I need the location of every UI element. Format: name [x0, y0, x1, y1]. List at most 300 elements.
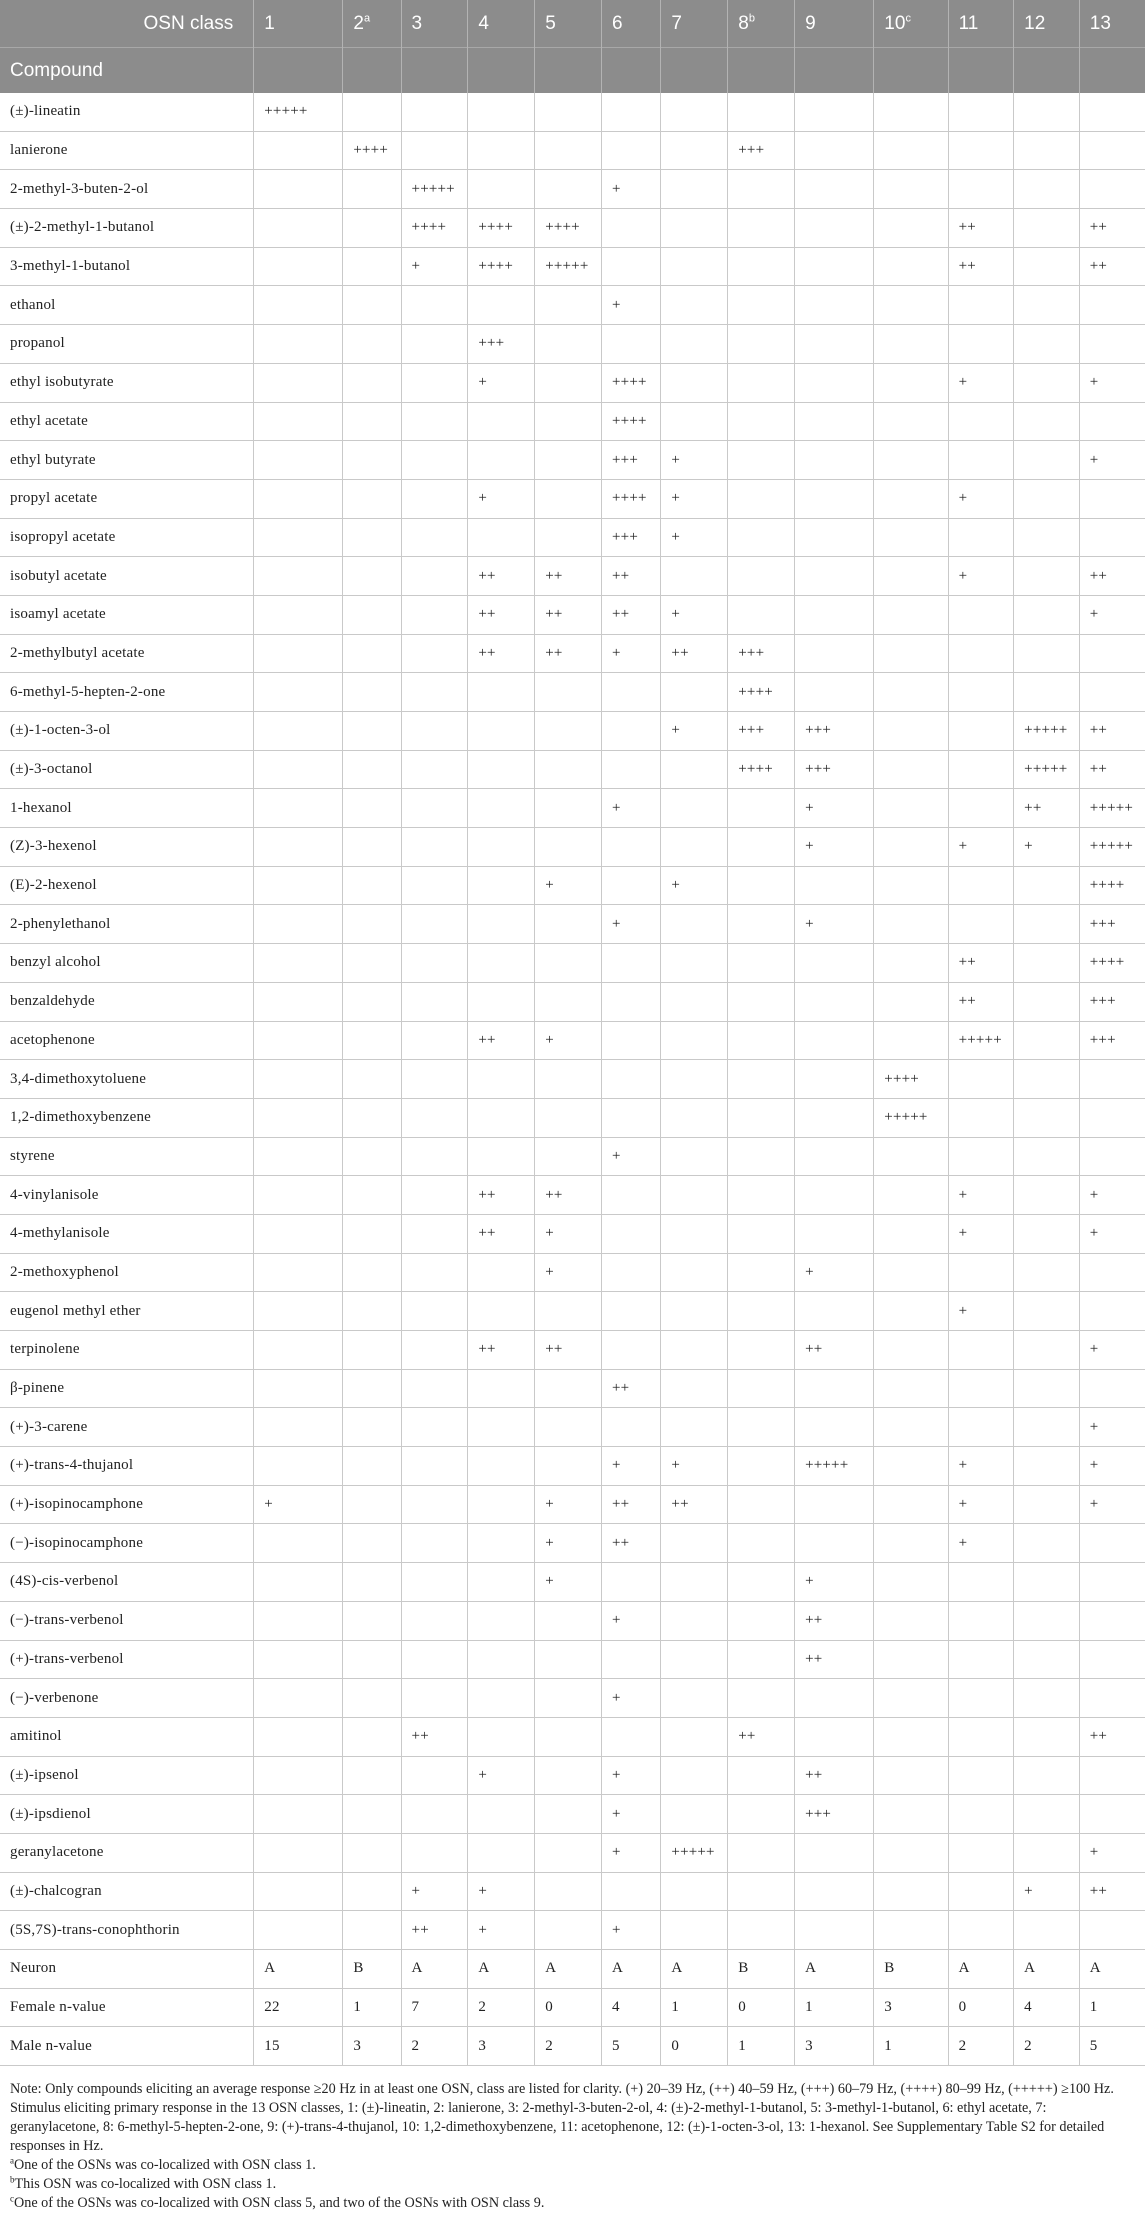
table-row	[0, 1447, 1145, 1486]
response-cell	[661, 1679, 728, 1718]
response-cell	[1079, 1911, 1145, 1950]
response-cell	[874, 1524, 948, 1563]
response-cell	[728, 1137, 795, 1176]
compound-name: styrene	[0, 1137, 254, 1176]
response-cell	[401, 1098, 468, 1137]
response-cell: +++	[728, 131, 795, 170]
response-cell	[535, 1756, 602, 1795]
class-header-4: 4	[468, 0, 535, 48]
response-cell	[661, 828, 728, 867]
response-cell	[728, 441, 795, 480]
response-cell	[602, 1098, 661, 1137]
compound-name: eugenol methyl ether	[0, 1292, 254, 1331]
response-cell: ++	[1079, 557, 1145, 596]
compound-name: (+)-3-carene	[0, 1408, 254, 1447]
response-cell	[795, 1060, 874, 1099]
response-cell	[795, 1911, 874, 1950]
osn-class-header: OSN class	[0, 0, 254, 48]
response-cell	[401, 1331, 468, 1370]
response-cell	[795, 1369, 874, 1408]
response-cell	[401, 1021, 468, 1060]
response-cell: +	[948, 1292, 1014, 1331]
response-cell	[535, 1679, 602, 1718]
response-cell: A	[661, 1950, 728, 1989]
response-cell	[874, 325, 948, 364]
table-row	[0, 1060, 1145, 1099]
response-cell	[874, 1369, 948, 1408]
response-cell	[401, 1679, 468, 1718]
response-cell	[1014, 1331, 1080, 1370]
response-cell: ++++	[728, 673, 795, 712]
response-cell	[254, 1563, 343, 1602]
response-cell	[401, 712, 468, 751]
response-cell	[468, 1408, 535, 1447]
response-cell	[728, 1292, 795, 1331]
response-cell	[343, 944, 401, 983]
response-cell: +++++	[535, 247, 602, 286]
class-header-7: 7	[661, 0, 728, 48]
response-cell	[1014, 1447, 1080, 1486]
response-cell: 2	[535, 2027, 602, 2066]
response-cell: ++	[468, 595, 535, 634]
response-cell	[468, 982, 535, 1021]
response-cell: +	[1079, 1447, 1145, 1486]
response-cell: ++++	[401, 209, 468, 248]
response-cell	[1079, 1756, 1145, 1795]
response-cell: +	[468, 1756, 535, 1795]
response-cell	[343, 1021, 401, 1060]
response-cell	[602, 828, 661, 867]
response-cell	[874, 1756, 948, 1795]
response-cell	[535, 1408, 602, 1447]
response-cell	[1014, 441, 1080, 480]
response-cell	[661, 286, 728, 325]
response-cell	[661, 131, 728, 170]
response-cell	[254, 518, 343, 557]
response-cell	[661, 1098, 728, 1137]
response-cell: +	[535, 1021, 602, 1060]
response-cell	[1014, 1137, 1080, 1176]
response-cell	[728, 866, 795, 905]
response-cell	[602, 944, 661, 983]
response-cell	[468, 712, 535, 751]
class-header-13: 13	[1079, 0, 1145, 48]
response-cell	[795, 518, 874, 557]
response-cell	[343, 828, 401, 867]
response-cell	[1014, 247, 1080, 286]
compound-name: (5S,7S)-trans-conophthorin	[0, 1911, 254, 1950]
response-cell	[795, 1176, 874, 1215]
response-cell	[874, 441, 948, 480]
response-cell: 2	[1014, 2027, 1080, 2066]
response-cell	[874, 1331, 948, 1370]
response-cell	[343, 1292, 401, 1331]
response-cell	[795, 982, 874, 1021]
response-cell	[795, 131, 874, 170]
compound-name: benzaldehyde	[0, 982, 254, 1021]
response-cell: +	[401, 247, 468, 286]
response-cell	[343, 1447, 401, 1486]
response-cell	[401, 750, 468, 789]
response-cell	[795, 479, 874, 518]
response-cell	[728, 247, 795, 286]
response-cell	[874, 1872, 948, 1911]
response-cell: +++++	[1014, 712, 1080, 751]
response-cell	[343, 712, 401, 751]
response-cell	[343, 286, 401, 325]
response-cell	[254, 1369, 343, 1408]
compound-name: isobutyl acetate	[0, 557, 254, 596]
response-cell	[661, 557, 728, 596]
response-cell	[401, 93, 468, 131]
table-notes	[0, 2066, 1145, 2213]
response-cell	[728, 1911, 795, 1950]
response-cell: ++	[602, 595, 661, 634]
response-cell: +++	[602, 518, 661, 557]
response-cell	[401, 866, 468, 905]
response-cell: ++	[602, 1369, 661, 1408]
response-cell	[468, 1640, 535, 1679]
response-cell: +	[602, 170, 661, 209]
response-cell	[343, 1640, 401, 1679]
response-cell	[948, 673, 1014, 712]
response-cell: +	[795, 1563, 874, 1602]
response-cell	[874, 944, 948, 983]
response-cell: ++	[535, 1331, 602, 1370]
response-cell	[1014, 557, 1080, 596]
response-cell	[602, 1214, 661, 1253]
table-row	[0, 1640, 1145, 1679]
response-cell	[728, 1176, 795, 1215]
response-cell	[948, 595, 1014, 634]
response-cell	[535, 1060, 602, 1099]
response-cell	[343, 982, 401, 1021]
response-cell	[1079, 1679, 1145, 1718]
response-cell	[535, 1098, 602, 1137]
response-cell	[728, 1679, 795, 1718]
response-cell	[1014, 1717, 1080, 1756]
response-cell	[948, 1253, 1014, 1292]
response-cell	[254, 479, 343, 518]
response-cell	[254, 1640, 343, 1679]
response-cell	[343, 1369, 401, 1408]
response-cell: 22	[254, 1988, 343, 2027]
table-row	[0, 325, 1145, 364]
response-cell	[661, 1601, 728, 1640]
response-cell	[535, 1601, 602, 1640]
response-cell	[401, 363, 468, 402]
table-row	[0, 441, 1145, 480]
response-cell	[343, 209, 401, 248]
response-cell	[401, 1408, 468, 1447]
response-cell	[1079, 402, 1145, 441]
compound-name: Female n-value	[0, 1988, 254, 2027]
response-cell	[343, 1176, 401, 1215]
compound-name: benzyl alcohol	[0, 944, 254, 983]
response-cell	[343, 1253, 401, 1292]
response-cell	[1014, 1601, 1080, 1640]
response-cell	[401, 1369, 468, 1408]
response-cell: ++++	[468, 247, 535, 286]
compound-name: 2-methoxyphenol	[0, 1253, 254, 1292]
response-cell: ++++	[874, 1060, 948, 1099]
response-cell: +	[661, 866, 728, 905]
response-cell: ++	[661, 1485, 728, 1524]
response-cell	[468, 1485, 535, 1524]
response-cell	[948, 1137, 1014, 1176]
table-row	[0, 1485, 1145, 1524]
response-cell	[535, 363, 602, 402]
response-cell	[795, 1098, 874, 1137]
response-cell	[254, 1176, 343, 1215]
response-cell: 0	[728, 1988, 795, 2027]
response-cell	[728, 363, 795, 402]
response-cell	[254, 1717, 343, 1756]
table-row	[0, 1021, 1145, 1060]
response-cell: +	[795, 789, 874, 828]
response-cell: ++	[948, 247, 1014, 286]
response-cell	[468, 1795, 535, 1834]
response-cell: +++++	[874, 1098, 948, 1137]
response-cell	[468, 1601, 535, 1640]
response-cell	[1079, 1640, 1145, 1679]
response-cell: ++	[468, 1331, 535, 1370]
response-cell	[343, 1485, 401, 1524]
response-cell	[874, 1911, 948, 1950]
response-cell	[874, 170, 948, 209]
response-cell	[401, 982, 468, 1021]
response-cell	[468, 518, 535, 557]
response-cell	[535, 789, 602, 828]
response-cell: 15	[254, 2027, 343, 2066]
response-cell	[343, 1795, 401, 1834]
response-cell: +++	[1079, 1021, 1145, 1060]
response-cell: B	[874, 1950, 948, 1989]
response-cell	[468, 286, 535, 325]
response-cell	[401, 131, 468, 170]
table-row	[0, 286, 1145, 325]
response-cell: A	[948, 1950, 1014, 1989]
header-blank-cell	[728, 48, 795, 94]
response-cell	[468, 866, 535, 905]
response-cell	[948, 1331, 1014, 1370]
table-row	[0, 1911, 1145, 1950]
response-cell	[535, 1137, 602, 1176]
response-cell	[468, 1253, 535, 1292]
response-cell: B	[728, 1950, 795, 1989]
response-cell	[948, 1640, 1014, 1679]
response-cell: +++++	[254, 93, 343, 131]
response-cell	[343, 1717, 401, 1756]
response-cell	[254, 1872, 343, 1911]
response-cell	[401, 518, 468, 557]
response-cell: ++++	[1079, 866, 1145, 905]
response-cell	[795, 363, 874, 402]
response-cell	[661, 905, 728, 944]
response-cell	[948, 286, 1014, 325]
response-cell: +	[948, 1176, 1014, 1215]
response-cell: +	[468, 363, 535, 402]
response-cell	[254, 1214, 343, 1253]
response-cell	[661, 1795, 728, 1834]
compound-name: ethyl isobutyrate	[0, 363, 254, 402]
table-row	[0, 1253, 1145, 1292]
response-cell: +++	[795, 750, 874, 789]
response-cell	[254, 750, 343, 789]
table-row	[0, 1679, 1145, 1718]
response-cell	[602, 712, 661, 751]
response-cell	[728, 1060, 795, 1099]
response-cell	[254, 595, 343, 634]
response-cell	[1079, 131, 1145, 170]
response-cell: +	[535, 866, 602, 905]
response-cell	[254, 1601, 343, 1640]
response-cell: ++	[661, 634, 728, 673]
response-cell: +	[602, 286, 661, 325]
response-cell	[602, 131, 661, 170]
response-cell	[795, 1408, 874, 1447]
table-row	[0, 750, 1145, 789]
response-cell	[948, 518, 1014, 557]
response-cell	[343, 1679, 401, 1718]
response-cell: +++	[602, 441, 661, 480]
response-cell	[343, 93, 401, 131]
response-cell: 3	[795, 2027, 874, 2066]
response-cell	[728, 557, 795, 596]
response-cell	[874, 1485, 948, 1524]
response-cell: +++	[795, 1795, 874, 1834]
footnote: $^c$One of the OSNs was co-localized with OSN class 5, and two of the OSNs with OSN class 9.	[10, 2193, 545, 2212]
response-cell	[1079, 286, 1145, 325]
class-header-9: 9	[795, 0, 874, 48]
response-cell	[661, 1060, 728, 1099]
response-cell	[254, 944, 343, 983]
response-cell: ++	[1079, 712, 1145, 751]
response-cell	[602, 1292, 661, 1331]
response-cell: +	[661, 441, 728, 480]
response-cell: +	[1079, 441, 1145, 480]
response-cell: +	[535, 1524, 602, 1563]
response-cell: +	[795, 905, 874, 944]
response-cell	[468, 1292, 535, 1331]
response-cell	[661, 1872, 728, 1911]
response-cell	[602, 1021, 661, 1060]
response-cell	[661, 170, 728, 209]
response-cell	[1014, 1485, 1080, 1524]
response-cell	[795, 1485, 874, 1524]
response-cell: ++	[1079, 1872, 1145, 1911]
response-cell: 0	[535, 1988, 602, 2027]
response-cell	[1014, 1369, 1080, 1408]
response-cell: +++	[728, 712, 795, 751]
response-cell	[343, 1601, 401, 1640]
response-cell	[874, 982, 948, 1021]
response-cell	[1014, 1833, 1080, 1872]
response-cell	[874, 1717, 948, 1756]
response-cell	[254, 828, 343, 867]
response-cell	[1014, 982, 1080, 1021]
response-cell	[948, 170, 1014, 209]
response-cell	[661, 750, 728, 789]
response-cell	[661, 1176, 728, 1215]
response-cell	[661, 673, 728, 712]
response-cell: A	[1079, 1950, 1145, 1989]
response-cell	[874, 1408, 948, 1447]
response-cell	[795, 1524, 874, 1563]
response-cell	[343, 595, 401, 634]
response-cell: A	[795, 1950, 874, 1989]
response-cell: ++	[602, 1485, 661, 1524]
response-cell	[401, 325, 468, 364]
response-cell	[343, 363, 401, 402]
response-cell	[468, 1369, 535, 1408]
response-cell	[401, 1524, 468, 1563]
response-cell	[795, 1292, 874, 1331]
response-cell	[728, 1485, 795, 1524]
response-cell	[728, 1640, 795, 1679]
response-cell: +	[1079, 363, 1145, 402]
response-cell	[661, 1524, 728, 1563]
response-cell	[795, 441, 874, 480]
compound-name: (−)-trans-verbenol	[0, 1601, 254, 1640]
response-cell	[254, 209, 343, 248]
response-cell	[468, 828, 535, 867]
response-cell: +	[1079, 1176, 1145, 1215]
response-cell	[728, 1524, 795, 1563]
response-cell: +	[948, 1524, 1014, 1563]
class-header-11: 11	[948, 0, 1014, 48]
response-cell: +	[661, 518, 728, 557]
response-cell	[401, 634, 468, 673]
response-cell: +	[1079, 1214, 1145, 1253]
response-cell	[468, 1717, 535, 1756]
table-row	[0, 634, 1145, 673]
response-cell: 1	[1079, 1988, 1145, 2027]
response-cell	[254, 1833, 343, 1872]
response-cell	[535, 325, 602, 364]
header-blank-cell	[874, 48, 948, 94]
table-row	[0, 479, 1145, 518]
response-cell: +++	[468, 325, 535, 364]
response-cell: +	[602, 1795, 661, 1834]
response-cell	[535, 1833, 602, 1872]
response-cell: 4	[1014, 1988, 1080, 2027]
response-cell	[1079, 634, 1145, 673]
table-row	[0, 1137, 1145, 1176]
response-cell	[1014, 170, 1080, 209]
response-cell: ++	[535, 557, 602, 596]
response-cell	[874, 518, 948, 557]
response-cell: ++++	[535, 209, 602, 248]
response-cell	[948, 1833, 1014, 1872]
response-cell	[401, 286, 468, 325]
response-cell	[728, 1331, 795, 1370]
table-row	[0, 1524, 1145, 1563]
compound-name: isoamyl acetate	[0, 595, 254, 634]
response-cell	[874, 1833, 948, 1872]
response-cell	[728, 1021, 795, 1060]
compound-name: lanierone	[0, 131, 254, 170]
response-cell	[1014, 1060, 1080, 1099]
response-cell: A	[401, 1950, 468, 1989]
response-cell	[874, 789, 948, 828]
response-cell	[535, 1447, 602, 1486]
response-cell: +++++	[661, 1833, 728, 1872]
table-row	[0, 93, 1145, 131]
compound-name: 4-methylanisole	[0, 1214, 254, 1253]
response-cell: ++	[468, 1176, 535, 1215]
compound-name: ethyl butyrate	[0, 441, 254, 480]
